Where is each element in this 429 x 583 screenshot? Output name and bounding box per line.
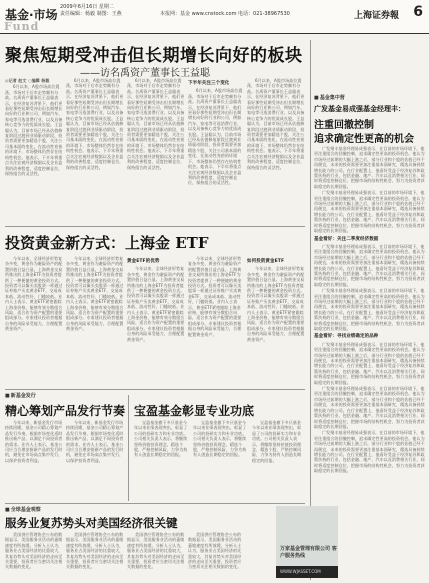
- bottom1-column-1: [5, 420, 63, 500]
- mid-rule: [5, 226, 305, 227]
- bottom2-column-1: [134, 420, 190, 500]
- bottom-divider: [128, 395, 129, 501]
- ad-bar-text: WWW.WJASSET.COM: [280, 569, 321, 574]
- contact-line: 本报网：基金 www.cnstock.com 电话：021-38967530: [160, 11, 290, 17]
- right-paragraph: 广发聚丰基金经理易成强表示，在目前的市场环境下，他更注重组合的回撤控制，追求确定性更高的投资机会。他认为市场经过前期的大幅上涨之后，部分行业和个股的估值已经不再便宜，未来的投资需要更加注重基本面研究，精选具备持续增长能力的公司。在行业配置上，他看好受益于经济复苏和政策扶持的行业，包括金融、地产、汽车以及消费相关行业，同时将适度控制仓位，把握市场的结构性机会，努力为投资者获取稳定的长期回报。: [314, 146, 425, 189]
- lead-subhead-1: 下半年关注三个变化: [188, 81, 230, 86]
- bottom1-body: 今年以来，新基金发行市场持续回暖，基金公司精心筹划产品发行节奏，根据市场变化适时推出新产品，以满足不同投资者的需求。业内人士表示，基金公司应当合理安排新产品的发行时机，避免在市场高点集中发行，以保护投资者利益。: [66, 420, 124, 463]
- right-paragraph: 广发聚丰基金经理易成强表示，在目前的市场环境下，他更注重组合的回撤控制，追求确定性更高的投资机会。他认为市场经过前期的大幅上涨之后，部分行业和个股的估值已经不再便宜，未来的投资需要更加注重基本面研究，精选具备持续增长能力的公司。在行业配置上，他看好受益于经济复苏和政策扶持的行业，包括金融、地产、汽车以及消费相关行业，同时将适度控制仓位，把握市场的结构性机会，努力为投资者获取稳定的长期回报。: [314, 341, 425, 385]
- bottom1-body: 今年以来，新基金发行市场持续回暖，基金公司精心筹划产品发行节奏，根据市场变化适时推出新产品，以满足不同投资者的需求。业内人士表示，基金公司应当合理安排新产品的发行时机，避免在市场高点集中发行，以保护投资者利益。: [5, 420, 63, 463]
- page-header: [0, 0, 429, 33]
- lead-column-5: [247, 78, 305, 218]
- editor-line: 责任编辑：杨毅 制图：王燕: [60, 11, 122, 17]
- right-paragraph: 广发聚丰基金经理易成强表示，在目前的市场环境下，他更注重组合的回撤控制，追求确定性更高的投资机会。他认为市场经过前期的大幅上涨之后，部分行业和个股的估值已经不再便宜，未来的投资需要更加注重基本面研究，精选具备持续增长能力的公司。在行业配置上，他看好受益于经济复苏和政策扶持的行业，包括金融、地产、汽车以及消费相关行业，同时将适度控制仓位，把握市场的结构性机会，努力为投资者获取稳定的长期回报。: [314, 288, 425, 331]
- lead-body: 6月以来，A股市场高位震荡，市场对于后市走势颇有分歧。名禹资产董事长王益聪表示，在经济复苏背景下，他们更看好那些短期受冲击但长期增长向好的行业和公司，例如汽车、家电等可选消费行业，以及具备核心竞争力的优质成长股。王益聪认为，目前市场已经从估值修复阶段过渡到业绩驱动阶段，投资者需要更加精选个股，关注公司基本面的变化，在流动性充裕的环境下，市场整体仍然存在结构性机会。他表示，下半年将重点关注宏观经济数据以及企业盈利的改善程度，适度控制仓位，保持组合的灵活性。: [247, 78, 305, 170]
- bottom2-column-3: [252, 420, 305, 500]
- bottom3-column-2: [66, 532, 124, 582]
- bottom3-body: 美国供应管理协会公布的数据显示，美国服务业活动的萎缩速度有所放缓。分析人士认为，服务业占美国经济的比重较大，其复苏势头对美国经济的走向至关重要，投资者应当密切关注相关数据的变化。: [127, 532, 185, 570]
- advertisement: [276, 506, 338, 578]
- lead-column-2: [66, 78, 124, 218]
- lead-subhead: ——访名禹资产董事长王益聪: [80, 68, 210, 79]
- ad-bar: [276, 566, 338, 578]
- lead-body: 6月以来，A股市场高位震荡，市场对于后市走势颇有分歧。名禹资产董事长王益聪表示，在经济复苏背景下，他们更看好那些短期受冲击但长期增长向好的行业和公司，例如汽车、家电等可选消费行业，以及具备核心竞争力的优质成长股。王益聪认为，目前市场已经从估值修复阶段过渡到业绩驱动阶段，投资者需要更加精选个股，关注公司基本面的变化，在流动性充裕的环境下，市场整体仍然存在结构性机会。他表示，下半年将重点关注宏观经济数据以及企业盈利的改善程度，适度控制仓位，保持组合的灵活性。: [66, 78, 124, 170]
- bottom-rule-1: [5, 389, 305, 390]
- bottom2-body: 宝盈基金旗下多只基金今年以来业绩表现突出，彰显了公司的投研实力和专业功底。公司相关负责人表示，将继续坚持价值投资理念，精选个股，严格控制风险，力争为持有人创造长期稳定的回报。: [134, 420, 188, 458]
- mid-column-5: [247, 256, 305, 384]
- mid-subhead-1: 黄金ETF的优势: [127, 259, 160, 264]
- bottom3-body: 美国供应管理协会公布的数据显示，美国服务业活动的萎缩速度有所放缓。分析人士认为，服务业占美国经济的比重较大，其复苏势头对美国经济的走向至关重要，投资者应当密切关注相关数据的变化。: [5, 532, 63, 570]
- masthead-logo: 上海证券報: [353, 11, 399, 21]
- mid-column-4: [188, 256, 244, 384]
- bottom2-column-2: [193, 420, 249, 500]
- lead-body: 6月以来，A股市场高位震荡，市场对于后市走势颇有分歧。名禹资产董事长王益聪表示，在经济复苏背景下，他们更看好那些短期受冲击但长期增长向好的行业和公司，例如汽车、家电等可选消费行业，以及具备核心竞争力的优质成长股。王益聪认为，目前市场已经从估值修复阶段过渡到业绩驱动阶段，投资者需要更加精选个股，关注公司基本面的变化，在流动性充裕的环境下，市场整体仍然存在结构性机会。他表示，下半年将重点关注宏观经济数据以及企业盈利的改善程度，适度控制仓位，保持组合的灵活性。: [188, 88, 243, 186]
- right-title-2: 注重回撤控制: [314, 120, 374, 131]
- bottom3-column-3: [127, 532, 185, 582]
- right-column-divider: [310, 40, 311, 580]
- bottom3-column-1: [5, 532, 63, 582]
- bottom2-body: 宝盈基金旗下多只基金今年以来业绩表现突出，彰显了公司的投研实力和专业功底。公司相关负责人表示，将继续坚持价值投资理念，精选个股，严格控制风险，力争为持有人创造长期稳定的回报。: [193, 420, 247, 458]
- right-paragraph: 广发聚丰基金经理易成强表示，在目前的市场环境下，他更注重组合的回撤控制，追求确定性更高的投资机会。他认为市场经过前期的大幅上涨之后，部分行业和个股的估值已经不再便宜，未来的投资需要更加注重基本面研究，精选具备持续增长能力的公司。在行业配置上，他看好受益于经济复苏和政策扶持的行业，包括金融、地产、汽车以及消费相关行业，同时将适度控制仓位，把握市场的结构性机会，努力为投资者获取稳定的长期回报。: [314, 243, 425, 287]
- right-paragraph: 广发聚丰基金经理易成强表示，在目前的市场环境下，他更注重组合的回撤控制，追求确定性更高的投资机会。他认为市场经过前期的大幅上涨之后，部分行业和个股的估值已经不再便宜，未来的投资需要更加注重基本面研究，精选具备持续增长能力的公司。在行业配置上，他看好受益于经济复苏和政策扶持的行业，包括金融、地产、汽车以及消费相关行业，同时将适度控制仓位，把握市场的结构性机会，努力为投资者获取稳定的长期回报。: [314, 190, 425, 234]
- mid-body: 今年以来，全球经济形势复杂多变，黄金作为避险资产的配置价值日益凸显。上海黄金交易所推出的上海金ETF为投资者提供了一种便捷的黄金投资方式。投资者可以像买卖股票一样通过证券账户买卖黄金ETF，交易成本低、流动性好，门槛较低。业内人士表示，黄金ETF紧密跟踪上海金价格，能够有效分散组合风险，适合作为资产配置的重要组成部分。专家建议投资者根据自身的风险承受能力，合理配置黄金资产。: [247, 266, 305, 342]
- bottom-rule-2: [5, 503, 305, 504]
- bottom2-body: 宝盈基金旗下多只基金今年以来业绩表现突出，彰显了公司的投研实力和专业功底。公司相关负责人表示，将继续坚持价值投资理念，精选个股，严格控制风险，力争为持有人创造长期稳定的回报。: [252, 420, 302, 463]
- lead-headline: 聚焦短期受冲击但长期增长向好的板块: [5, 46, 303, 66]
- lead-column-4: [188, 78, 244, 218]
- mid-subhead-2: 如何投资黄金ETF: [247, 259, 285, 264]
- mid-body: 今年以来，全球经济形势复杂多变，黄金作为避险资产的配置价值日益凸显。上海黄金交易所推出的上海金ETF为投资者提供了一种便捷的黄金投资方式。投资者可以像买卖股票一样通过证券账户买卖黄金ETF，交易成本低、流动性好，门槛较低。业内人士表示，黄金ETF紧密跟踪上海金价格，能够有效分散组合风险，适合作为资产配置的重要组成部分。专家建议投资者根据自身的风险承受能力，合理配置黄金资产。: [188, 256, 242, 337]
- lead-column-1: [5, 78, 63, 218]
- mid-body: 今年以来，全球经济形势复杂多变，黄金作为避险资产的配置价值日益凸显。上海黄金交易所推出的上海金ETF为投资者提供了一种便捷的黄金投资方式。投资者可以像买卖股票一样通过证券账户买卖黄金ETF，交易成本低、流动性好，门槛较低。业内人士表示，黄金ETF紧密跟踪上海金价格，能够有效分散组合风险，适合作为资产配置的重要组成部分。专家建议投资者根据自身的风险承受能力，合理配置黄金资产。: [66, 256, 124, 332]
- mid-column-2: [66, 256, 124, 384]
- bottom3-column-4: [188, 532, 244, 582]
- fund-word: Fund: [4, 20, 40, 33]
- mid-body: 今年以来，全球经济形势复杂多变，黄金作为避险资产的配置价值日益凸显。上海黄金交易所推出的上海金ETF为投资者提供了一种便捷的黄金投资方式。投资者可以像买卖股票一样通过证券账户买卖黄金ETF，交易成本低、流动性好，门槛较低。业内人士表示，黄金ETF紧密跟踪上海金价格，能够有效分散组合风险，适合作为资产配置的重要组成部分。专家建议投资者根据自身的风险承受能力，合理配置黄金资产。: [5, 256, 63, 332]
- mid-headline: 投资黄金新方式：上海金 ETF: [5, 234, 209, 252]
- bottom1-section-label: ■ 新基金发行: [5, 392, 36, 399]
- mid-column-1: [5, 256, 63, 384]
- bottom3-headline: 服务业复苏势头对美国经济很关键: [5, 516, 178, 530]
- ad-text: 万家基金管理有限公司 客户服务热线: [280, 546, 337, 559]
- section-title: 基金·市场: [5, 8, 58, 22]
- bottom3-body: 美国供应管理协会公布的数据显示，美国服务业活动的萎缩速度有所放缓。分析人士认为，服务业占美国经济的比重较大，其复苏势头对美国经济的走向至关重要，投资者应当密切关注相关数据的变化。: [66, 532, 124, 570]
- right-subhead-2: 基金看好：寻找业绩确定的品种: [314, 334, 379, 340]
- right-paragraph: 广发聚丰基金经理易成强表示，在目前的市场环境下，他更注重组合的回撤控制，追求确定性更高的投资机会。他认为市场经过前期的大幅上涨之后，部分行业和个股的估值已经不再便宜，未来的投资需要更加注重基本面研究，精选具备持续增长能力的公司。在行业配置上，他看好受益于经济复苏和政策扶持的行业，包括金融、地产、汽车以及消费相关行业，同时将适度控制仓位，把握市场的结构性机会，努力为投资者获取稳定的长期回报。: [314, 386, 425, 429]
- lead-byline: ◎记者 赵文 ○编辑 杨毅: [5, 78, 50, 83]
- mid-body: 今年以来，全球经济形势复杂多变，黄金作为避险资产的配置价值日益凸显。上海黄金交易所推出的上海金ETF为投资者提供了一种便捷的黄金投资方式。投资者可以像买卖股票一样通过证券账户买卖黄金ETF，交易成本低、流动性好，门槛较低。业内人士表示，黄金ETF紧密跟踪上海金价格，能够有效分散组合风险，适合作为资产配置的重要组成部分。专家建议投资者根据自身的风险承受能力，合理配置黄金资产。: [127, 266, 185, 342]
- date-line: 2009年6月16日 星期二: [60, 4, 114, 10]
- bottom1-headline: 精心筹划产品发行节奏: [5, 404, 126, 418]
- right-subhead-1: 基金看好：关注二季度经济数据: [314, 236, 379, 242]
- bottom1-column-2: [66, 420, 124, 500]
- bottom3-section-label: ■ 全球基金观察: [5, 506, 41, 513]
- lead-body: 6月以来，A股市场高位震荡，市场对于后市走势颇有分歧。名禹资产董事长王益聪表示，在经济复苏背景下，他们更看好那些短期受冲击但长期增长向好的行业和公司，例如汽车、家电等可选消费行业，以及具备核心竞争力的优质成长股。王益聪认为，目前市场已经从估值修复阶段过渡到业绩驱动阶段，投资者需要更加精选个股，关注公司基本面的变化，在流动性充裕的环境下，市场整体仍然存在结构性机会。他表示，下半年将重点关注宏观经济数据以及企业盈利的改善程度，适度控制仓位，保持组合的灵活性。: [127, 78, 185, 170]
- bottom2-headline: 宝盈基金彰显专业功底: [134, 404, 255, 418]
- mid-column-3: [127, 256, 185, 384]
- right-title-3: 追求确定性更高的机会: [314, 134, 414, 145]
- lead-column-3: [127, 78, 185, 218]
- lead-body: 6月以来，A股市场高位震荡，市场对于后市走势颇有分歧。名禹资产董事长王益聪表示，在经济复苏背景下，他们更看好那些短期受冲击但长期增长向好的行业和公司，例如汽车、家电等可选消费行业，以及具备核心竞争力的优质成长股。王益聪认为，目前市场已经从估值修复阶段过渡到业绩驱动阶段，投资者需要更加精选个股，关注公司基本面的变化，在流动性充裕的环境下，市场整体仍然存在结构性机会。他表示，下半年将重点关注宏观经济数据以及企业盈利的改善程度，适度控制仓位，保持组合的灵活性。: [5, 84, 63, 176]
- header-rule: [0, 33, 429, 34]
- right-paragraph: 广发聚丰基金经理易成强表示，在目前的市场环境下，他更注重组合的回撤控制，追求确定性更高的投资机会。他认为市场经过前期的大幅上涨之后，部分行业和个股的估值已经不再便宜，未来的投资需要更加注重基本面研究，精选具备持续增长能力的公司。在行业配置上，他看好受益于经济复苏和政策扶持的行业，包括金融、地产、汽车以及消费相关行业，同时将适度控制仓位，把握市场的结构性机会，努力为投资者获取稳定的长期回报。: [314, 430, 425, 474]
- page-number: 6: [413, 4, 423, 20]
- bottom3-body: 美国供应管理协会公布的数据显示，美国服务业活动的萎缩速度有所放缓。分析人士认为，服务业占美国经济的比重较大，其复苏势头对美国经济的走向至关重要，投资者应当密切关注相关数据的变化。: [188, 532, 242, 570]
- right-section-label: ■ 基金集中营: [314, 94, 345, 101]
- right-title-1: 广发基金易成强基金经理丰：: [314, 104, 405, 113]
